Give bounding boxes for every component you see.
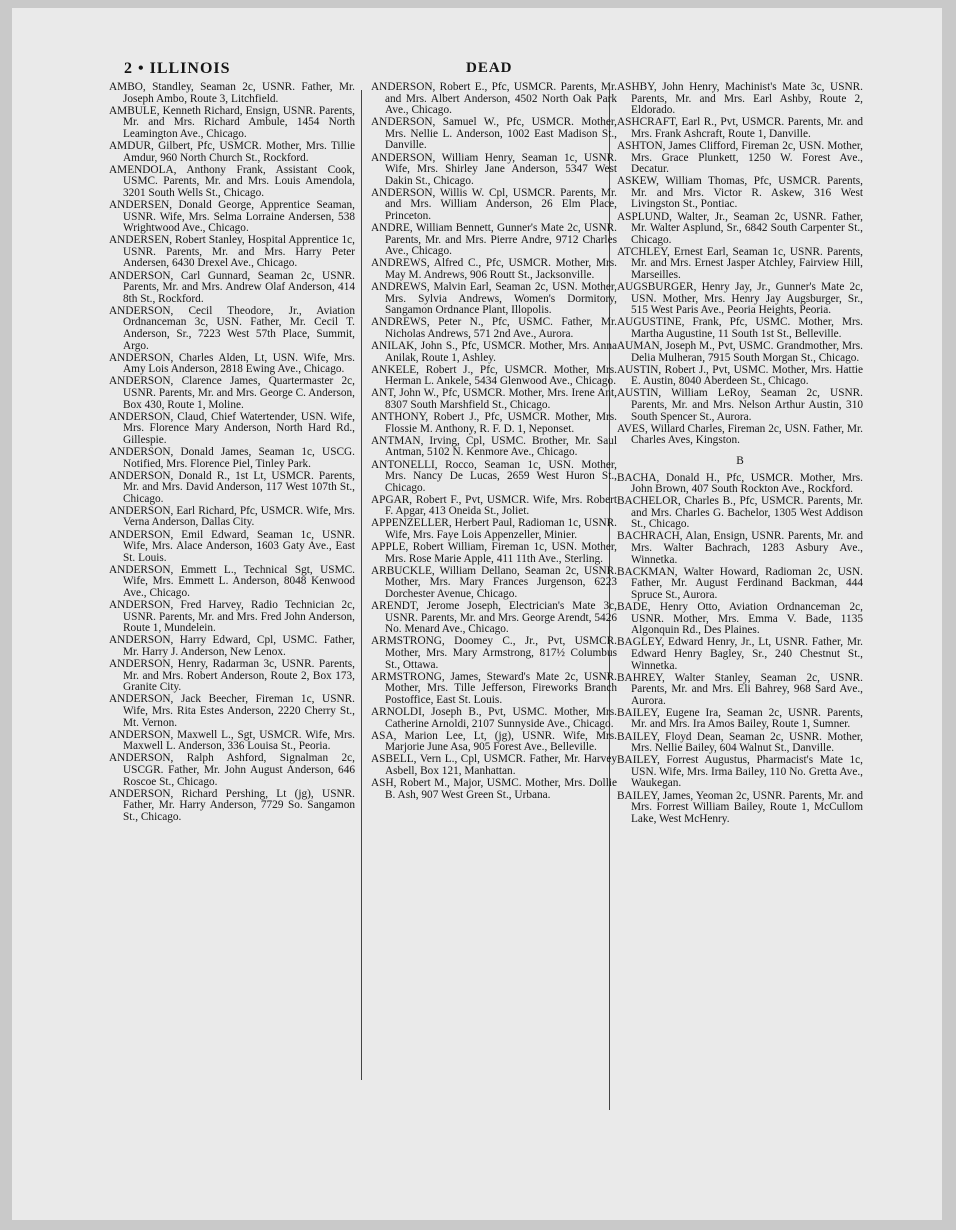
casualty-entry: ANDERSON, Robert E., Pfc, USMCR. Parents, Mr. and Mrs. Albert Anderson, 4502 North Oak Park Ave., Chicago. — [371, 81, 617, 117]
casualty-entry: ANTONELLI, Rocco, Seaman 1c, USN. Mother, Mrs. Nancy De Lucas, 2659 West Huron St., Chicago. — [371, 458, 617, 494]
casualty-entry: ANDERSON, Cecil Theodore, Jr., Aviation Ordnanceman 3c, USN. Father, Mr. Cecil T. Anderson, Sr., 7223 West 57th Place, Summit, Argo. — [109, 304, 355, 352]
casualty-entry: AUMAN, Joseph M., Pvt, USMC. Grandmother, Mrs. Delia Mulheran, 7915 South Morgan St., Chicago. — [617, 340, 863, 364]
casualty-entry: ASKEW, William Thomas, Pfc, USMCR. Parents, Mr. and Mrs. Victor R. Askew, 316 West Livingston St., Pontiac. — [617, 175, 863, 211]
document-page — [12, 8, 942, 1220]
casualty-entry: ANDREWS, Malvin Earl, Seaman 2c, USN. Mother, Mrs. Sylvia Andrews, Women's Dormitory, Sangamon Ordnance Plant, Illopolis. — [371, 281, 617, 317]
section-letter: B — [736, 454, 744, 467]
casualty-entry: ARBUCKLE, William Dellano, Seaman 2c, USNR. Mother, Mrs. Mary Frances Jurgenson, 6223 Dorchester Avenue, Chicago. — [371, 564, 617, 601]
casualty-entry: ANDERSON, Samuel W., Pfc, USMCR. Mother, Mrs. Nellie L. Anderson, 1002 East Madison St., Danville. — [371, 116, 617, 152]
casualty-entry: ANDERSON, Clarence James, Quartermaster 2c, USNR. Parents, Mr. and Mrs. George C. Anderson, Box 430, Route 1, Moline. — [109, 375, 355, 411]
casualty-entry: ANKELE, Robert J., Pfc, USMCR. Mother, Mrs. Herman L. Ankele, 5434 Glenwood Ave., Chicago. — [371, 363, 617, 388]
casualty-entry: AUSTIN, William LeRoy, Seaman 2c, USNR. Parents, Mr. and Mrs. Nelson Arthur Austin, 310 South Spencer St., Aurora. — [617, 387, 863, 423]
casualty-entry: ANDERSON, Fred Harvey, Radio Technician 2c, USNR. Parents, Mr. and Mrs. Fred John Anderson, Route 1, Mundelein. — [109, 599, 355, 635]
casualty-entry: ANDERSON, Ralph Ashford, Signalman 2c, USCGR. Father, Mr. John August Anderson, 646 Roscoe St., Chicago. — [109, 752, 355, 788]
casualty-entry: ANDERSON, Emil Edward, Seaman 1c, USNR. Wife, Mrs. Alace Anderson, 1603 Gaty Ave., East St. Louis. — [109, 528, 355, 564]
casualty-entry: BAILEY, James, Yeoman 2c, USNR. Parents, Mr. and Mrs. Forrest William Bailey, Route 1, McCullom Lake, West McHenry. — [617, 789, 863, 825]
casualty-entry: ANDRE, William Bennett, Gunner's Mate 2c, USNR. Parents, Mr. and Mrs. Pierre Andre, 9712 Charles Ave., Chicago. — [371, 222, 617, 258]
page-number-and-state — [124, 60, 231, 78]
casualty-entry: AMENDOLA, Anthony Frank, Assistant Cook, USMC. Parents, Mr. and Mrs. Louis Amendola, 3201 South Wells St., Chicago. — [109, 163, 355, 199]
column-divider — [361, 90, 362, 1080]
casualty-entry: ASA, Marion Lee, Lt, (jg), USNR. Wife, Mrs. Marjorie June Asa, 905 Forest Ave., Belleville. — [371, 729, 617, 754]
casualty-entry: ANDERSON, Emmett L., Technical Sgt, USMC. Wife, Mrs. Emmett L. Anderson, 8048 Kenwood Ave., Chicago. — [109, 563, 355, 600]
casualty-entry: ATCHLEY, Ernest Earl, Seaman 1c, USNR. Parents, Mr. and Mrs. Ernest Jasper Atchley, Fairview Hill, Marseilles. — [617, 245, 863, 281]
casualty-entry: ANDREWS, Alfred C., Pfc, USMCR. Mother, Mrs. May M. Andrews, 906 Routt St., Jacksonville. — [371, 257, 617, 281]
casualty-entry: BACHRACH, Alan, Ensign, USNR. Parents, Mr. and Mrs. Walter Bachrach, 1283 Asbury Ave., Winnetka. — [617, 530, 863, 566]
casualty-entry: BAILEY, Floyd Dean, Seaman 2c, USNR. Mother, Mrs. Nellie Bailey, 604 Walnut St., Danville. — [617, 730, 863, 755]
casualty-entry: ANDERSON, Willis W. Cpl, USMCR. Parents, Mr. and Mrs. William Anderson, 26 Elm Place, Princeton. — [371, 186, 617, 223]
state-name: ILLINOIS — [149, 60, 231, 77]
casualty-entry: ASHTON, James Clifford, Fireman 2c, USN. Mother, Mrs. Grace Plunkett, 1250 W. Forest Ave., Decatur. — [617, 139, 863, 176]
casualty-entry: BAILEY, Eugene Ira, Seaman 2c, USNR. Parents, Mr. and Mrs. Ira Amos Bailey, Route 1, Sumner. — [617, 706, 863, 731]
casualty-entry: ASPLUND, Walter, Jr., Seaman 2c, USNR. Father, Mr. Walter Asplund, Sr., 6842 South Carpenter St., Chicago. — [617, 210, 863, 246]
casualty-entry: AVES, Willard Charles, Fireman 2c, USN. Father, Mr. Charles Aves, Kingston. — [617, 422, 863, 447]
casualty-entry: ARMSTRONG, James, Steward's Mate 2c, USNR. Mother, Mrs. Tille Jefferson, Fireworks Branch Postoffice, East St. Louis. — [371, 670, 617, 706]
column-3-entries-b — [617, 473, 863, 826]
casualty-entry: ARNOLDI, Joseph B., Pvt, USMC. Mother, Mrs. Catherine Arnoldi, 2107 Sunnyside Ave., Chicago. — [371, 705, 617, 730]
casualty-entry: ANILAK, John S., Pfc, USMCR. Mother, Mrs. Anna Anilak, Route 1, Ashley. — [371, 340, 617, 364]
casualty-entry: ASBELL, Vern L., Cpl, USMCR. Father, Mr. Harvey Asbell, Box 121, Manhattan. — [371, 753, 617, 777]
casualty-entry: AMBULE, Kenneth Richard, Ensign, USNR. Parents, Mr. and Mrs. Richard Ambule, 1454 North Leamington Ave., Chicago. — [109, 104, 355, 140]
casualty-entry: AUGUSTINE, Frank, Pfc, USMC. Mother, Mrs. Martha Augustine, 11 South 1st St., Belleville. — [617, 316, 863, 340]
casualty-entry: ANDERSON, Jack Beecher, Fireman 1c, USNR. Wife, Mrs. Rita Estes Anderson, 2220 Cherry St., Mt. Vernon. — [109, 693, 355, 729]
casualty-entry: ANT, John W., Pfc, USMCR. Mother, Mrs. Irene Ant, 8307 South Marshfield St., Chicago. — [371, 387, 617, 412]
casualty-entry: BACHA, Donald H., Pfc, USMCR. Mother, Mrs. John Brown, 407 South Rockton Ave., Rockford. — [617, 471, 863, 496]
casualty-entry: AMDUR, Gilbert, Pfc, USMCR. Mother, Mrs. Tillie Amdur, 960 North Church St., Rockford. — [109, 139, 355, 164]
casualty-entry: ASH, Robert M., Major, USMC. Mother, Mrs. Dollie B. Ash, 907 West Green St., Urbana. — [371, 777, 617, 801]
page-number: 2 — [124, 60, 133, 77]
casualty-entry: BAHREY, Walter Stanley, Seaman 2c, USNR. Parents, Mr. and Mrs. Eli Bahrey, 968 Sard Ave., Aurora. — [617, 671, 863, 707]
casualty-entry: ANDERSON, Charles Alden, Lt, USN. Wife, Mrs. Amy Lois Anderson, 2818 Ewing Ave., Chicago. — [109, 351, 355, 376]
casualty-entry: AMBO, Standley, Seaman 2c, USNR. Father, Mr. Joseph Ambo, Route 3, Litchfield. — [109, 81, 355, 105]
casualty-entry: ASHBY, John Henry, Machinist's Mate 3c, USNR. Parents, Mr. and Mrs. Earl Ashby, Route 2, Eldorado. — [617, 81, 863, 117]
casualty-entry: ANDERSON, Donald James, Seaman 1c, USCG. Notified, Mrs. Florence Piel, Tinley Park. — [109, 445, 355, 470]
casualty-entry: ANDERSEN, Donald George, Apprentice Seaman, USNR. Wife, Mrs. Selma Lorraine Andersen, 538 Wrightwood Ave., Chicago. — [109, 198, 355, 235]
casualty-entry: ARENDT, Jerome Joseph, Electrician's Mate 3c, USNR. Parents, Mr. and Mrs. George Arendt, 5426 No. Menard Ave., Chicago. — [371, 600, 617, 636]
casualty-entry: BAGLEY, Edward Henry, Jr., Lt, USNR. Father, Mr. Edward Henry Bagley, Sr., 240 Chestnut St., Winnetka. — [617, 636, 863, 672]
casualty-entry: ANTMAN, Irving, Cpl, USMC. Brother, Mr. Saul Antman, 5102 N. Kenmore Ave., Chicago. — [371, 434, 617, 459]
casualty-entry: APPLE, Robert William, Fireman 1c, USN. Mother, Mrs. Rose Marie Apple, 411 11th Ave., Sterling. — [371, 541, 617, 565]
casualty-entry: ANDERSON, William Henry, Seaman 1c, USNR. Wife, Mrs. Shirley Jane Anderson, 5347 West Dakin St., Chicago. — [371, 151, 617, 187]
casualty-entry: ANDERSON, Donald R., 1st Lt, USMCR. Parents, Mr. and Mrs. David Anderson, 117 West 107th St., Chicago. — [109, 469, 355, 505]
column-1 — [109, 82, 355, 824]
column-2 — [371, 82, 617, 802]
casualty-entry: ANDERSON, Henry, Radarman 3c, USNR. Parents, Mr. and Mrs. Robert Anderson, Route 2, Box 173, Granite City. — [109, 658, 355, 694]
casualty-entry: ANDERSON, Maxwell L., Sgt, USMCR. Wife, Mrs. Maxwell L. Anderson, 336 Louisa St., Peoria. — [109, 728, 355, 753]
casualty-entry: BADE, Henry Otto, Aviation Ordnanceman 2c, USNR. Mother, Mrs. Emma V. Bade, 1135 Algonquin Rd., Des Plaines. — [617, 601, 863, 637]
column-3-entries-a — [617, 82, 863, 447]
casualty-entry: ANDERSON, Earl Richard, Pfc, USMCR. Wife, Mrs. Verna Anderson, Dallas City. — [109, 504, 355, 529]
page-header — [12, 60, 942, 80]
casualty-entry: BAILEY, Forrest Augustus, Pharmacist's Mate 1c, USN. Wife, Mrs. Irma Bailey, 110 No. Gretta Ave., Waukegan. — [617, 754, 863, 790]
casualty-entry: ANDERSON, Harry Edward, Cpl, USMC. Father, Mr. Harry J. Anderson, New Lenox. — [109, 634, 355, 658]
column-3 — [617, 82, 863, 826]
casualty-entry: ANDERSON, Carl Gunnard, Seaman 2c, USNR. Parents, Mr. and Mrs. Andrew Olaf Anderson, 414 8th St., Rockford. — [109, 269, 355, 305]
casualty-entry: ARMSTRONG, Doomey C., Jr., Pvt, USMCR. Mother, Mrs. Mary Armstrong, 817½ Columbus St., Ottawa. — [371, 635, 617, 671]
casualty-entry: BACKMAN, Walter Howard, Radioman 2c, USN. Father, Mr. August Ferdinand Backman, 444 Spruce St., Aurora. — [617, 565, 863, 601]
casualty-entry: ANTHONY, Robert J., Pfc, USMCR. Mother, Mrs. Flossie M. Anthony, R. F. D. 1, Neponset. — [371, 411, 617, 435]
casualty-entry: AUGSBURGER, Henry Jay, Jr., Gunner's Mate 2c, USN. Mother, Mrs. Henry Jay Augsburger, Sr., 515 West Paris Ave., Peoria Heights, Peoria. — [617, 281, 863, 317]
casualty-entry: ANDERSEN, Robert Stanley, Hospital Apprentice 1c, USNR. Parents, Mr. and Mrs. Harry Peter Andersen, 6430 Drexel Ave., Chicago. — [109, 234, 355, 270]
casualty-entry: ANDERSON, Richard Pershing, Lt (jg), USNR. Father, Mr. Harry Anderson, 7729 So. Sangamon St., Chicago. — [109, 787, 355, 823]
casualty-entry: AUSTIN, Robert J., Pvt, USMC. Mother, Mrs. Hattie E. Austin, 8040 Aberdeen St., Chicago. — [617, 363, 863, 388]
casualty-entry: ANDREWS, Peter N., Pfc, USMC. Father, Mr. Nicholas Andrews, 571 2nd Ave., Aurora. — [371, 316, 617, 340]
casualty-entry: APPENZELLER, Herbert Paul, Radioman 1c, USNR. Wife, Mrs. Faye Lois Appenzeller, Minier. — [371, 517, 617, 542]
page-title: DEAD — [466, 60, 513, 76]
casualty-entry: ANDERSON, Claud, Chief Watertender, USN. Wife, Mrs. Florence Mary Anderson, North Hard Rd., Gillespie. — [109, 410, 355, 446]
bullet: • — [138, 60, 145, 77]
casualty-entry: APGAR, Robert F., Pvt, USMCR. Wife, Mrs. Robert F. Apgar, 413 Oneida St., Joliet. — [371, 493, 617, 518]
casualty-entry: ASHCRAFT, Earl R., Pvt, USMCR. Parents, Mr. and Mrs. Frank Ashcraft, Route 1, Danville. — [617, 116, 863, 140]
casualty-entry: BACHELOR, Charles B., Pfc, USMCR. Parents, Mr. and Mrs. Charles G. Bachelor, 1305 West Addison St., Chicago. — [617, 495, 863, 531]
